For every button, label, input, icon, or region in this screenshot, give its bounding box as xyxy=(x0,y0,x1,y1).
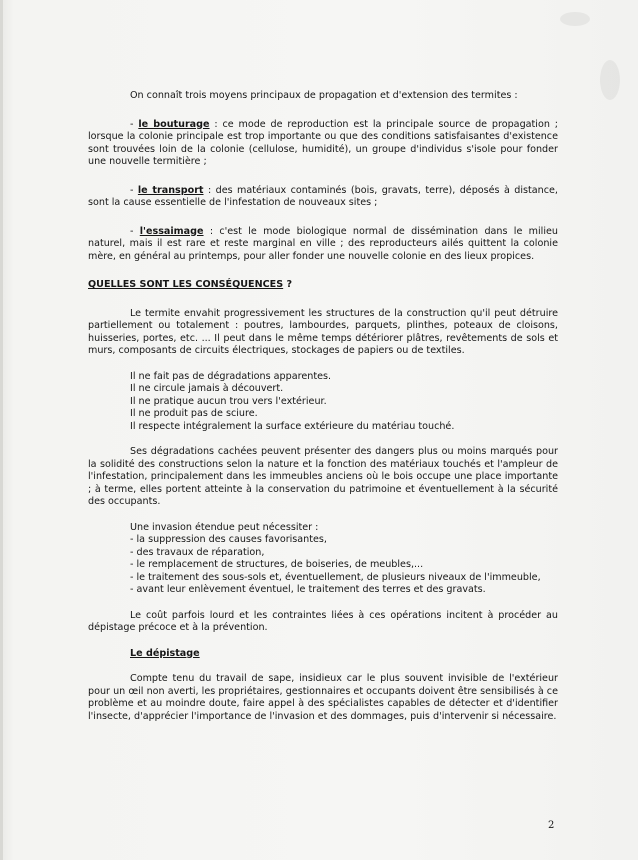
list-item: - le traitement des sous-sols et, éventuellement, de plusieurs niveaux de l'immeuble, xyxy=(130,571,541,583)
consequences-heading xyxy=(88,279,283,290)
depistage-heading-text: Le dépistage xyxy=(130,647,200,659)
mode-text: : ce mode de reproduction est la principale source de propagation ; lorsque la colonie principale est trop importante ou que des conditions satisfaisantes d'existence sont trouvées loin de la colonie (cellulose, humidité), un groupe d'individus s'isole pour fonder une nouvelle termitière ; xyxy=(88,118,558,167)
invasion-block xyxy=(88,522,558,597)
scan-edge xyxy=(0,0,3,860)
list-item: - le remplacement de structures, de boiseries, de meubles,... xyxy=(130,559,424,570)
list-item: Il ne circule jamais à découvert. xyxy=(130,383,284,394)
list-item: - des travaux de réparation, xyxy=(130,546,265,558)
consequences-paragraph-2: Ses dégradations cachées peuvent présenter des dangers plus ou moins marqués pour la solidité des constructions selon la nature et la fonction des matériaux touchés et l'ampleur de l'infestation, principalement dans les immeubles anciens où le bois occupe une place importante ; à terme, elles portent atteinte à la conservation du patrimoine et éventuellement à la sécurité des occupants. xyxy=(88,446,558,507)
consequences-heading-text: QUELLES SONT LES CONSÉQUENCES xyxy=(88,279,284,290)
mode-text: : c'est le mode biologique normal de dissémination dans le milieu naturel, mais il est rare et reste marginal en ville ; des reproducteurs ailés quittent la colonie mère, en général au printemps, pour aller fonder une nouvelle colonie en des lieux propices. xyxy=(88,225,558,262)
depistage-heading xyxy=(88,648,558,661)
consequences-paragraph-1: Le termite envahit progressivement les structures de la construction qu'il peut détruire partiellement ou totalement : poutres, lambourdes, parquets, plinthes, poteaux de cloisons, huisseries, portes, etc. ... Il peut dans le même temps détériorer plâtres, revêtements de sols et murs, composants de circuits électriques, stockages de papiers ou de textiles. xyxy=(88,307,558,356)
cost-paragraph: Le coût parfois lourd et les contraintes liées à ces opérations incitent à procéder au dépistage précoce et à la prévention. xyxy=(88,609,558,633)
depistage-paragraph: Compte tenu du travail de sape, insidieux car le plus souvent invisible de l'extérieur pour un œil non averti, les propriétaires, gestionnaires et occupants doivent être sensibilisés à ce problème et au moindre doute, faire appel à des spécialistes capables de détecter et d'identifier l'insecte, d'apprécier l'importance de l'invasion et des dommages, puis d'intervenir si nécessaire. xyxy=(88,673,558,722)
mode-prefix: - xyxy=(130,225,140,237)
mode-prefix: - xyxy=(130,118,139,130)
consequences-heading-suffix: ? xyxy=(283,279,293,290)
mode-term: le bouturage xyxy=(138,118,210,130)
intro-paragraph: On connaît trois moyens principaux de propagation et d'extension des termites : xyxy=(130,90,518,101)
mode-text: : des matériaux contaminés (bois, gravats, terre), déposés à distance, sont la cause essentielle de l'infestation de nouveaux sites ; xyxy=(88,184,558,208)
mode-term: le transport xyxy=(137,184,204,196)
document-body xyxy=(88,90,558,723)
list-item: Il respecte intégralement la surface extérieure du matériau touché. xyxy=(130,420,455,432)
mode-bouturage xyxy=(88,119,558,169)
characteristics-list xyxy=(88,371,558,434)
mode-transport xyxy=(88,185,558,210)
mode-essaimage xyxy=(88,226,558,264)
page-number: 2 xyxy=(548,820,555,831)
list-item: Il ne fait pas de dégradations apparentes. xyxy=(130,370,332,382)
list-item: Il ne produit pas de sciure. xyxy=(130,408,258,419)
mode-term: l'essaimage xyxy=(139,225,204,237)
list-item: - avant leur enlèvement éventuel, le traitement des terres et des gravats. xyxy=(130,584,486,595)
mode-prefix: - xyxy=(130,184,138,196)
invasion-intro: Une invasion étendue peut nécessiter : xyxy=(130,521,319,533)
list-item: Il ne pratique aucun trou vers l'extérieur. xyxy=(130,395,327,407)
invasion-list xyxy=(130,534,558,597)
scan-smudge xyxy=(600,60,620,100)
scan-smudge xyxy=(560,12,590,26)
list-item: - la suppression des causes favorisantes, xyxy=(130,534,327,545)
